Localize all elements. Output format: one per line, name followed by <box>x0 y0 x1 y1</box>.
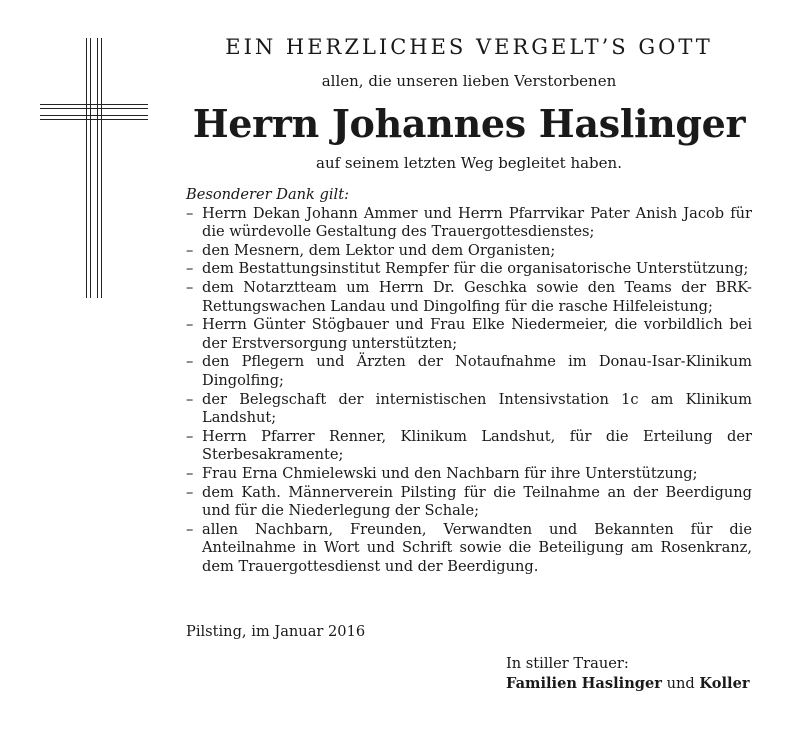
list-item: – Herrn Pfarrer Renner, Klinikum Landshut, für die Erteilung der Sterbesakramente; <box>186 428 752 465</box>
list-item: – Herrn Günter Stögbauer und Frau Elke Niedermeier, die vorbildlich bei der Erstversorgung unterstützten; <box>186 316 752 353</box>
list-item: – Herrn Dekan Johann Ammer und Herrn Pfarrvikar Pater Anish Jacob für die würdevolle Gestaltung des Trauergottesdienstes; <box>186 205 752 242</box>
thanks-list <box>186 205 752 577</box>
signature-block <box>506 654 750 694</box>
list-item: – allen Nachbarn, Freunden, Verwandten und Bekannten für die Anteilnahme in Wort und Schrift sowie die Beteiligung am Rosenkranz, dem Trauergottesdienst und der Beerdigung. <box>186 521 752 577</box>
deceased-name: Herrn Johannes Haslinger <box>192 101 746 146</box>
list-item: – dem Notarztteam um Herrn Dr. Geschka sowie den Teams der BRK-Rettungswachen Landau und Dingolfing für die rasche Hilfeleistung; <box>186 279 752 316</box>
list-item: – Frau Erna Chmielewski und den Nachbarn für ihre Unterstützung; <box>186 465 752 484</box>
signature-line-1: In stiller Trauer: <box>506 655 629 672</box>
signature-prefix: Familien <box>506 675 577 692</box>
list-item: – den Mesnern, dem Lektor und dem Organisten; <box>186 242 752 261</box>
list-item: – der Belegschaft der internistischen Intensivstation 1c am Klinikum Landshut; <box>186 391 752 428</box>
signature-line-2 <box>506 674 750 694</box>
place-date: Pilsting, im Januar 2016 <box>186 623 366 640</box>
signature-family-1: Haslinger <box>581 675 662 692</box>
latin-cross-outline-icon <box>40 38 148 298</box>
signature-family-2: Koller <box>699 675 750 692</box>
signature-conjunction: und <box>666 675 695 692</box>
list-item: – den Pflegern und Ärzten der Notaufnahme im Donau-Isar-Klinikum Dingolfing; <box>186 353 752 390</box>
list-item: – dem Kath. Männerverein Pilsting für die Teilnahme an der Beerdigung und für die Niederlegung der Schale; <box>186 484 752 521</box>
outro-text: auf seinem letzten Weg begleitet haben. <box>316 154 622 172</box>
list-item: – dem Bestattungsinstitut Rempfer für die organisatorische Unterstützung; <box>186 260 752 279</box>
heading: EIN HERZLICHES VERGELT’S GOTT <box>225 35 713 59</box>
thanks-title: Besonderer Dank gilt: <box>186 186 349 203</box>
intro-text: allen, die unseren lieben Verstorbenen <box>321 72 617 90</box>
thanks-section <box>186 186 752 576</box>
